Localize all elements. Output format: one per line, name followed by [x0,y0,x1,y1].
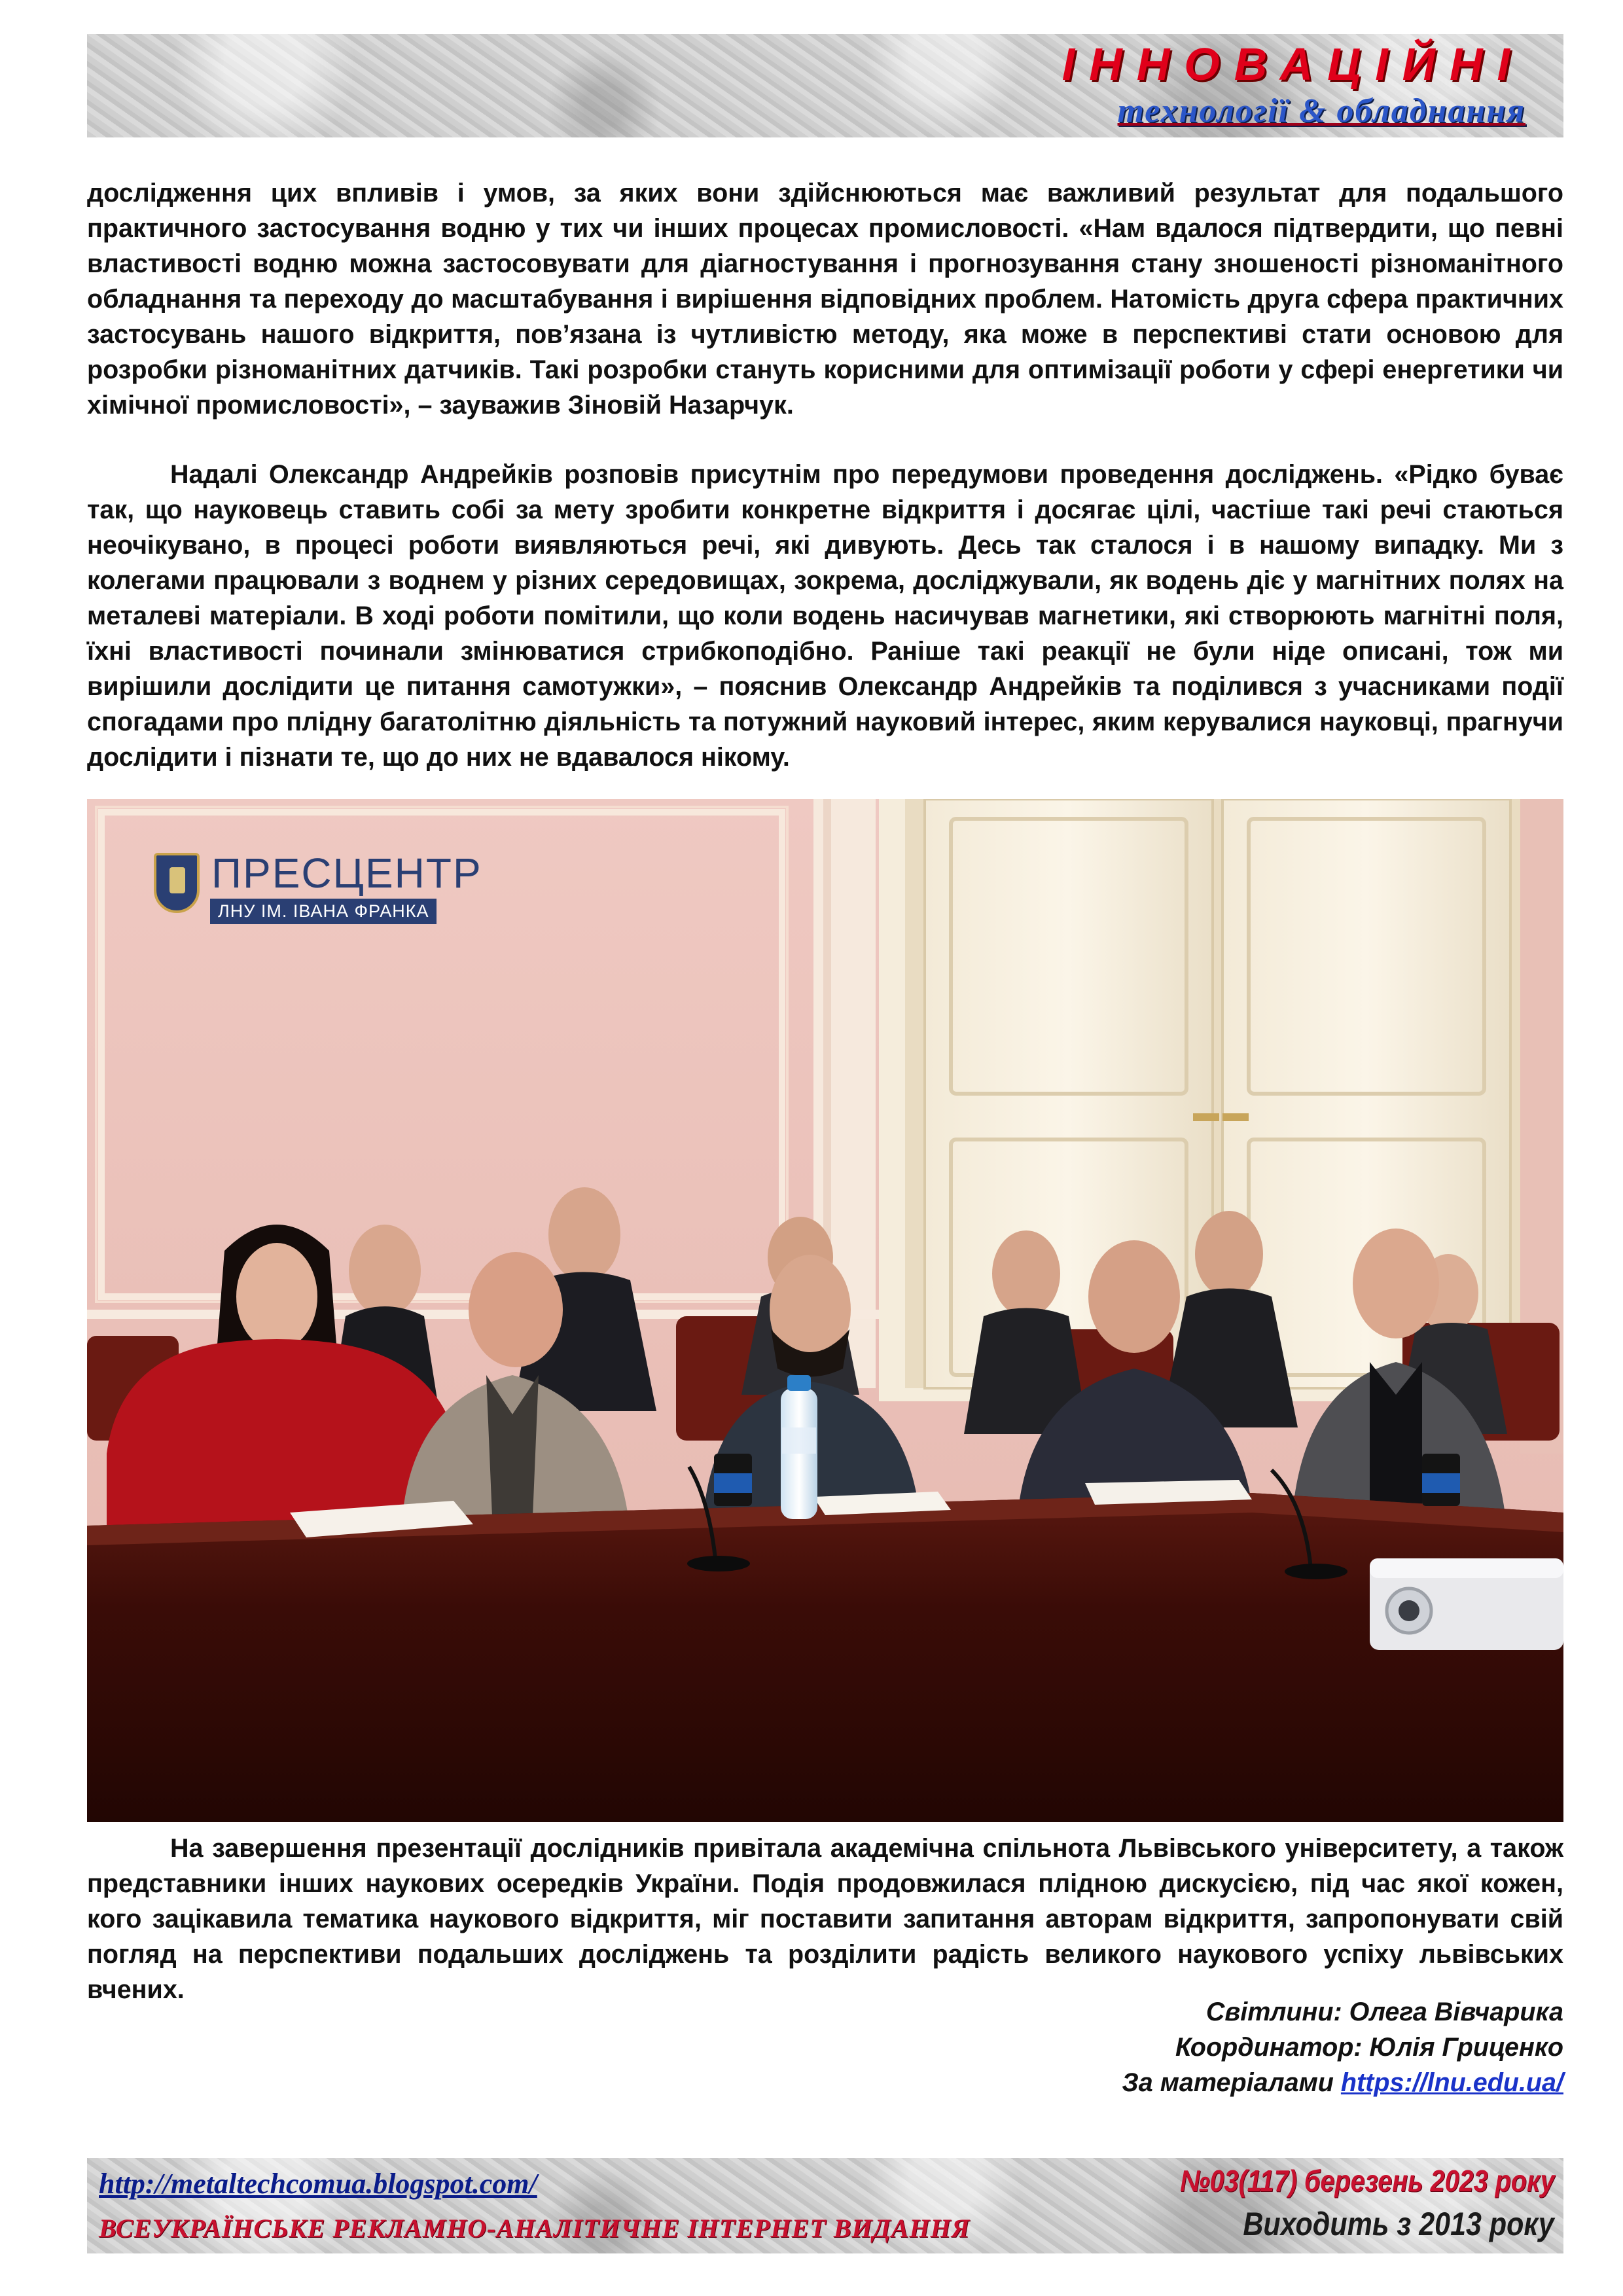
page-header-banner [87,34,1563,137]
article-paragraph-1: дослідження цих впливів і умов, за яких вони здійснюються має важливий результат для подальшого практичного застосування водню у тих чи інших процесах промисловості. «Нам вдалося підтвердити, що певні властивості водню можна застосовувати для діагностування і прогнозування стану зношеності різноманітного обладнання та переходу до масштабування і вирішення відповідних проблем. Натомість друга сфера практичних застосувань нашого відкриття, пов’язана із чутливістю методу, яка може в перспективі стати основою для розробки різноманітних датчиків. Такі розробки стануть корисними для оптимізації роботи у сфері енергетики чи хімічної промисловості», – зауважив Зіновій Назарчук. [87,179,1563,420]
coordinator-credit: Координатор: Юлія Гриценко [1175,2033,1563,2062]
press-center-title: ПРЕСЦЕНТР [211,850,482,897]
press-center-subtitle: ЛНУ ІМ. ІВАНА ФРАНКА [210,899,437,924]
press-center-watermark [154,846,482,944]
magazine-subtitle: технології & обладнання [1117,92,1525,130]
shield-icon [154,853,200,913]
photo-credit: Світлини: Олега Вівчарика [1205,1998,1563,2026]
page-footer-banner [87,2158,1563,2253]
source-prefix: За матеріалами [1122,2068,1341,2097]
publishing-since: Виходить з 2013 року [1243,2206,1554,2242]
blog-link[interactable]: http://metaltechcomua.blogspot.com/ [99,2168,537,2200]
publication-description: ВСЕУКРАЇНСЬКЕ РЕКЛАМНО-АНАЛІТИЧНЕ ІНТЕРНЕТ ВИДАННЯ [99,2214,971,2243]
article-paragraph-3: На завершення презентації дослідників привітала академічна спільнота Львівського університету, а також представники інших наукових осередків України. Подія продовжилася плідною дискусією, під час якої кожен, кого зацікавила тематика наукового відкриття, міг поставити запитання авторам відкриття, запропонувати свій погляд на перспективи подальших досліджень та розділити радість великого наукового успіху львівських вчених. [87,1834,1563,2004]
article-paragraph-2: Надалі Олександр Андрейків розповів присутнім про передумови проведення досліджень. «Рідко буває так, що науковець ставить собі за мету зробити конкретне відкриття і досягає цілі, частіше такі речі стаються неочікувано, в процесі роботи виявляються речі, які дивують. Десь так сталося і в нашому випадку. Ми з колегами працювали з воднем у різних середовищах, зокрема, досліджували, як водень діє у магнітних полях на металеві матеріали. В ході роботи помітили, що коли водень насичував магнетики, які створюють магнітні поля, їхні властивості починали змінюватися стрибкоподібно. Раніше такі реакції не були ніде описані, тож ми вирішили дослідити це питання самотужки», – пояснив Олександр Андрейків та поділився з учасниками події спогадами про плідну багатолітню діяльність та потужний науковий інтерес, яким керувалися науковці, прагнучи дослідити і пізнати те, що до них не вдавалося нікому. [87,460,1563,772]
magazine-title: ІННОВАЦІЙНІ [1061,39,1524,90]
issue-number: №03(117) березень 2023 року [1179,2164,1554,2198]
event-photo [87,799,1563,1822]
source-credit [1122,2065,1563,2100]
source-link[interactable]: https://lnu.edu.ua/ [1340,2068,1563,2097]
